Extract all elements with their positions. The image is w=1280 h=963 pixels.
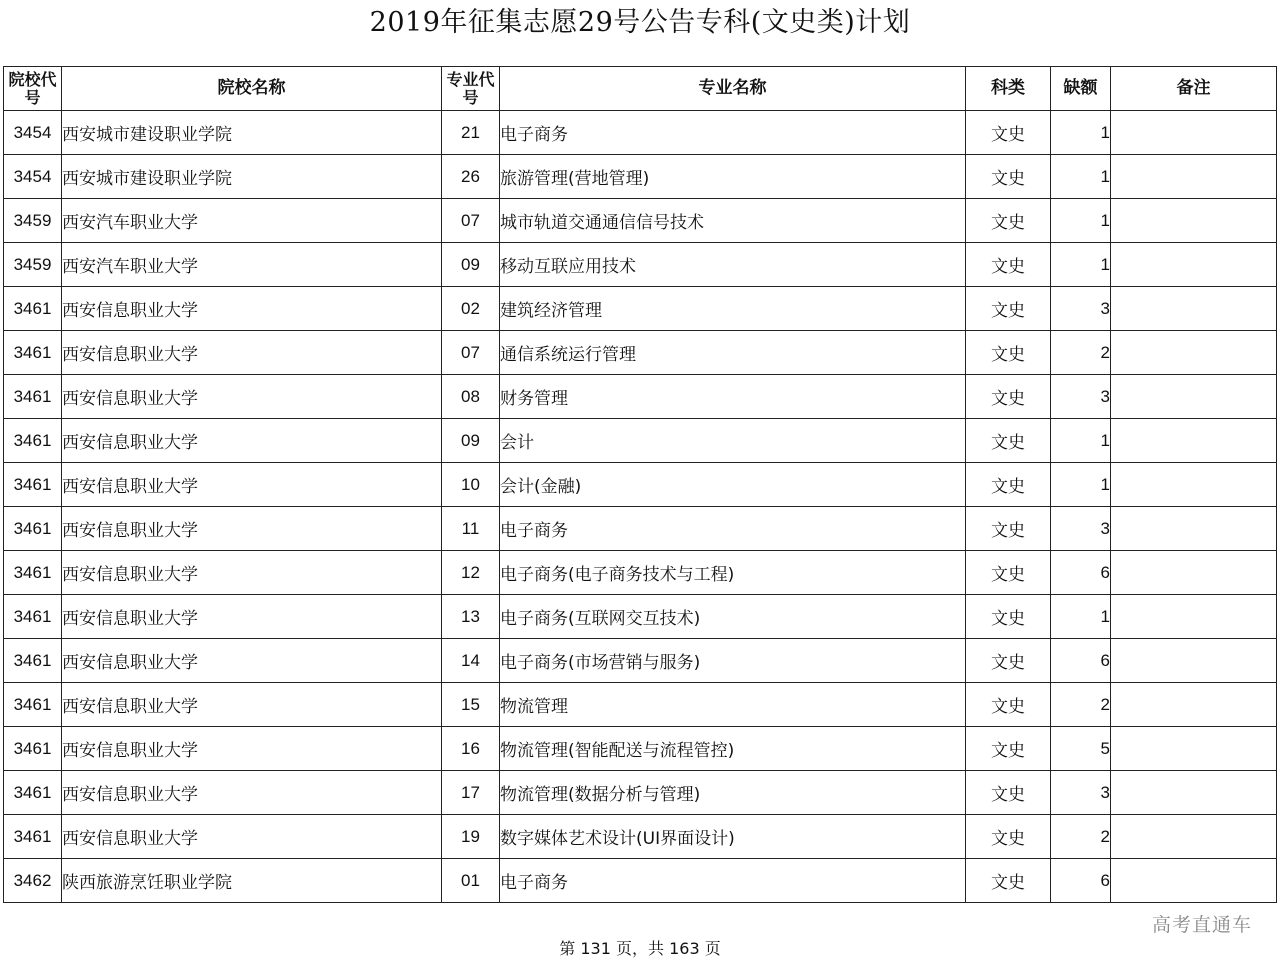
cell-school-name: 西安城市建设职业学院 xyxy=(62,155,442,199)
watermark: 高考直通车 xyxy=(1151,914,1252,936)
cell-major-code: 02 xyxy=(442,287,500,331)
cell-category: 文史 xyxy=(966,243,1051,287)
cell-category: 文史 xyxy=(966,551,1051,595)
cell-major-code: 17 xyxy=(442,771,500,815)
cell-major-name: 移动互联应用技术 xyxy=(500,243,966,287)
cell-major-code: 07 xyxy=(442,199,500,243)
cell-quota: 3 xyxy=(1051,507,1111,551)
cell-quota: 3 xyxy=(1051,771,1111,815)
cell-major-code: 13 xyxy=(442,595,500,639)
cell-note xyxy=(1111,551,1277,595)
cell-major-code: 08 xyxy=(442,375,500,419)
cell-school-code: 3462 xyxy=(4,859,62,903)
cell-major-code: 16 xyxy=(442,727,500,771)
cell-school-code: 3461 xyxy=(4,287,62,331)
cell-school-name: 西安信息职业大学 xyxy=(62,595,442,639)
cell-category: 文史 xyxy=(966,375,1051,419)
admission-plan-table xyxy=(3,66,1277,903)
cell-major-code: 10 xyxy=(442,463,500,507)
cell-major-name: 电子商务(市场营销与服务) xyxy=(500,639,966,683)
cell-category: 文史 xyxy=(966,331,1051,375)
cell-quota: 2 xyxy=(1051,683,1111,727)
cell-quota: 2 xyxy=(1051,331,1111,375)
cell-school-code: 3459 xyxy=(4,243,62,287)
cell-quota: 6 xyxy=(1051,551,1111,595)
table-row xyxy=(4,815,1277,859)
cell-category: 文史 xyxy=(966,463,1051,507)
cell-school-code: 3459 xyxy=(4,199,62,243)
header-major-code: 专业代号 xyxy=(442,67,500,111)
cell-major-code: 09 xyxy=(442,419,500,463)
cell-major-name: 通信系统运行管理 xyxy=(500,331,966,375)
cell-major-code: 15 xyxy=(442,683,500,727)
cell-school-name: 西安信息职业大学 xyxy=(62,551,442,595)
cell-school-name: 西安信息职业大学 xyxy=(62,463,442,507)
table-row xyxy=(4,727,1277,771)
cell-category: 文史 xyxy=(966,683,1051,727)
cell-note xyxy=(1111,463,1277,507)
cell-note xyxy=(1111,639,1277,683)
cell-school-code: 3461 xyxy=(4,639,62,683)
cell-major-name: 数字媒体艺术设计(UI界面设计) xyxy=(500,815,966,859)
cell-school-name: 西安信息职业大学 xyxy=(62,683,442,727)
cell-major-name: 城市轨道交通通信信号技术 xyxy=(500,199,966,243)
cell-note xyxy=(1111,419,1277,463)
cell-school-code: 3461 xyxy=(4,551,62,595)
table-row xyxy=(4,375,1277,419)
cell-quota: 1 xyxy=(1051,463,1111,507)
cell-category: 文史 xyxy=(966,815,1051,859)
cell-category: 文史 xyxy=(966,111,1051,155)
cell-major-name: 电子商务(电子商务技术与工程) xyxy=(500,551,966,595)
cell-major-name: 会计(金融) xyxy=(500,463,966,507)
cell-quota: 6 xyxy=(1051,639,1111,683)
cell-major-name: 物流管理(智能配送与流程管控) xyxy=(500,727,966,771)
cell-major-name: 电子商务(互联网交互技术) xyxy=(500,595,966,639)
cell-major-name: 物流管理(数据分析与管理) xyxy=(500,771,966,815)
cell-school-name: 西安信息职业大学 xyxy=(62,815,442,859)
cell-note xyxy=(1111,331,1277,375)
cell-major-code: 09 xyxy=(442,243,500,287)
table-row xyxy=(4,683,1277,727)
cell-note xyxy=(1111,287,1277,331)
cell-category: 文史 xyxy=(966,595,1051,639)
cell-note xyxy=(1111,155,1277,199)
header-quota: 缺额 xyxy=(1051,67,1111,111)
cell-school-name: 西安城市建设职业学院 xyxy=(62,111,442,155)
cell-school-name: 西安信息职业大学 xyxy=(62,727,442,771)
cell-note xyxy=(1111,243,1277,287)
cell-quota: 3 xyxy=(1051,287,1111,331)
cell-school-code: 3461 xyxy=(4,463,62,507)
cell-note xyxy=(1111,771,1277,815)
cell-quota: 3 xyxy=(1051,375,1111,419)
cell-school-code: 3461 xyxy=(4,683,62,727)
cell-category: 文史 xyxy=(966,639,1051,683)
cell-quota: 1 xyxy=(1051,155,1111,199)
cell-major-name: 电子商务 xyxy=(500,859,966,903)
cell-quota: 1 xyxy=(1051,199,1111,243)
cell-note xyxy=(1111,859,1277,903)
cell-school-code: 3461 xyxy=(4,815,62,859)
cell-major-name: 建筑经济管理 xyxy=(500,287,966,331)
cell-major-name: 电子商务 xyxy=(500,111,966,155)
cell-major-name: 电子商务 xyxy=(500,507,966,551)
cell-major-code: 19 xyxy=(442,815,500,859)
cell-category: 文史 xyxy=(966,199,1051,243)
cell-major-code: 26 xyxy=(442,155,500,199)
table-row xyxy=(4,507,1277,551)
cell-school-name: 西安汽车职业大学 xyxy=(62,199,442,243)
cell-category: 文史 xyxy=(966,727,1051,771)
cell-major-name: 会计 xyxy=(500,419,966,463)
cell-school-code: 3461 xyxy=(4,771,62,815)
cell-school-name: 西安信息职业大学 xyxy=(62,771,442,815)
cell-school-code: 3461 xyxy=(4,375,62,419)
cell-school-name: 西安信息职业大学 xyxy=(62,507,442,551)
cell-major-code: 07 xyxy=(442,331,500,375)
cell-category: 文史 xyxy=(966,155,1051,199)
cell-major-code: 21 xyxy=(442,111,500,155)
cell-quota: 1 xyxy=(1051,419,1111,463)
cell-major-code: 12 xyxy=(442,551,500,595)
cell-quota: 2 xyxy=(1051,815,1111,859)
table-row xyxy=(4,419,1277,463)
cell-category: 文史 xyxy=(966,859,1051,903)
page-title: 2019年征集志愿29号公告专科(文史类)计划 xyxy=(369,7,911,38)
cell-school-name: 西安信息职业大学 xyxy=(62,639,442,683)
header-note: 备注 xyxy=(1111,67,1277,111)
cell-school-code: 3461 xyxy=(4,419,62,463)
cell-quota: 6 xyxy=(1051,859,1111,903)
cell-school-code: 3461 xyxy=(4,331,62,375)
table-row xyxy=(4,859,1277,903)
table-row xyxy=(4,551,1277,595)
table-row xyxy=(4,331,1277,375)
table-row xyxy=(4,639,1277,683)
table-row xyxy=(4,243,1277,287)
cell-major-code: 14 xyxy=(442,639,500,683)
header-school-code: 院校代号 xyxy=(4,67,62,111)
cell-school-name: 西安信息职业大学 xyxy=(62,419,442,463)
cell-major-code: 01 xyxy=(442,859,500,903)
cell-category: 文史 xyxy=(966,771,1051,815)
cell-note xyxy=(1111,815,1277,859)
table-header-row xyxy=(4,67,1277,111)
cell-note xyxy=(1111,507,1277,551)
cell-school-code: 3461 xyxy=(4,595,62,639)
table-row xyxy=(4,463,1277,507)
cell-note xyxy=(1111,683,1277,727)
cell-note xyxy=(1111,111,1277,155)
cell-school-code: 3454 xyxy=(4,111,62,155)
cell-note xyxy=(1111,199,1277,243)
cell-school-name: 西安信息职业大学 xyxy=(62,375,442,419)
cell-note xyxy=(1111,595,1277,639)
cell-school-code: 3461 xyxy=(4,727,62,771)
header-major-name: 专业名称 xyxy=(500,67,966,111)
table-row xyxy=(4,287,1277,331)
table-row xyxy=(4,111,1277,155)
page-footer: 第 131 页，共 163 页 xyxy=(559,939,721,958)
table-row xyxy=(4,595,1277,639)
cell-school-name: 陕西旅游烹饪职业学院 xyxy=(62,859,442,903)
cell-major-name: 旅游管理(营地管理) xyxy=(500,155,966,199)
cell-note xyxy=(1111,375,1277,419)
cell-quota: 1 xyxy=(1051,111,1111,155)
cell-quota: 1 xyxy=(1051,595,1111,639)
header-school-name: 院校名称 xyxy=(62,67,442,111)
cell-school-code: 3461 xyxy=(4,507,62,551)
cell-school-name: 西安信息职业大学 xyxy=(62,287,442,331)
cell-category: 文史 xyxy=(966,507,1051,551)
cell-school-name: 西安信息职业大学 xyxy=(62,331,442,375)
cell-quota: 5 xyxy=(1051,727,1111,771)
header-category: 科类 xyxy=(966,67,1051,111)
cell-school-code: 3454 xyxy=(4,155,62,199)
cell-school-name: 西安汽车职业大学 xyxy=(62,243,442,287)
cell-category: 文史 xyxy=(966,287,1051,331)
cell-major-code: 11 xyxy=(442,507,500,551)
cell-major-name: 物流管理 xyxy=(500,683,966,727)
cell-category: 文史 xyxy=(966,419,1051,463)
table-row xyxy=(4,155,1277,199)
cell-major-name: 财务管理 xyxy=(500,375,966,419)
table-row xyxy=(4,199,1277,243)
cell-note xyxy=(1111,727,1277,771)
table-row xyxy=(4,771,1277,815)
cell-quota: 1 xyxy=(1051,243,1111,287)
